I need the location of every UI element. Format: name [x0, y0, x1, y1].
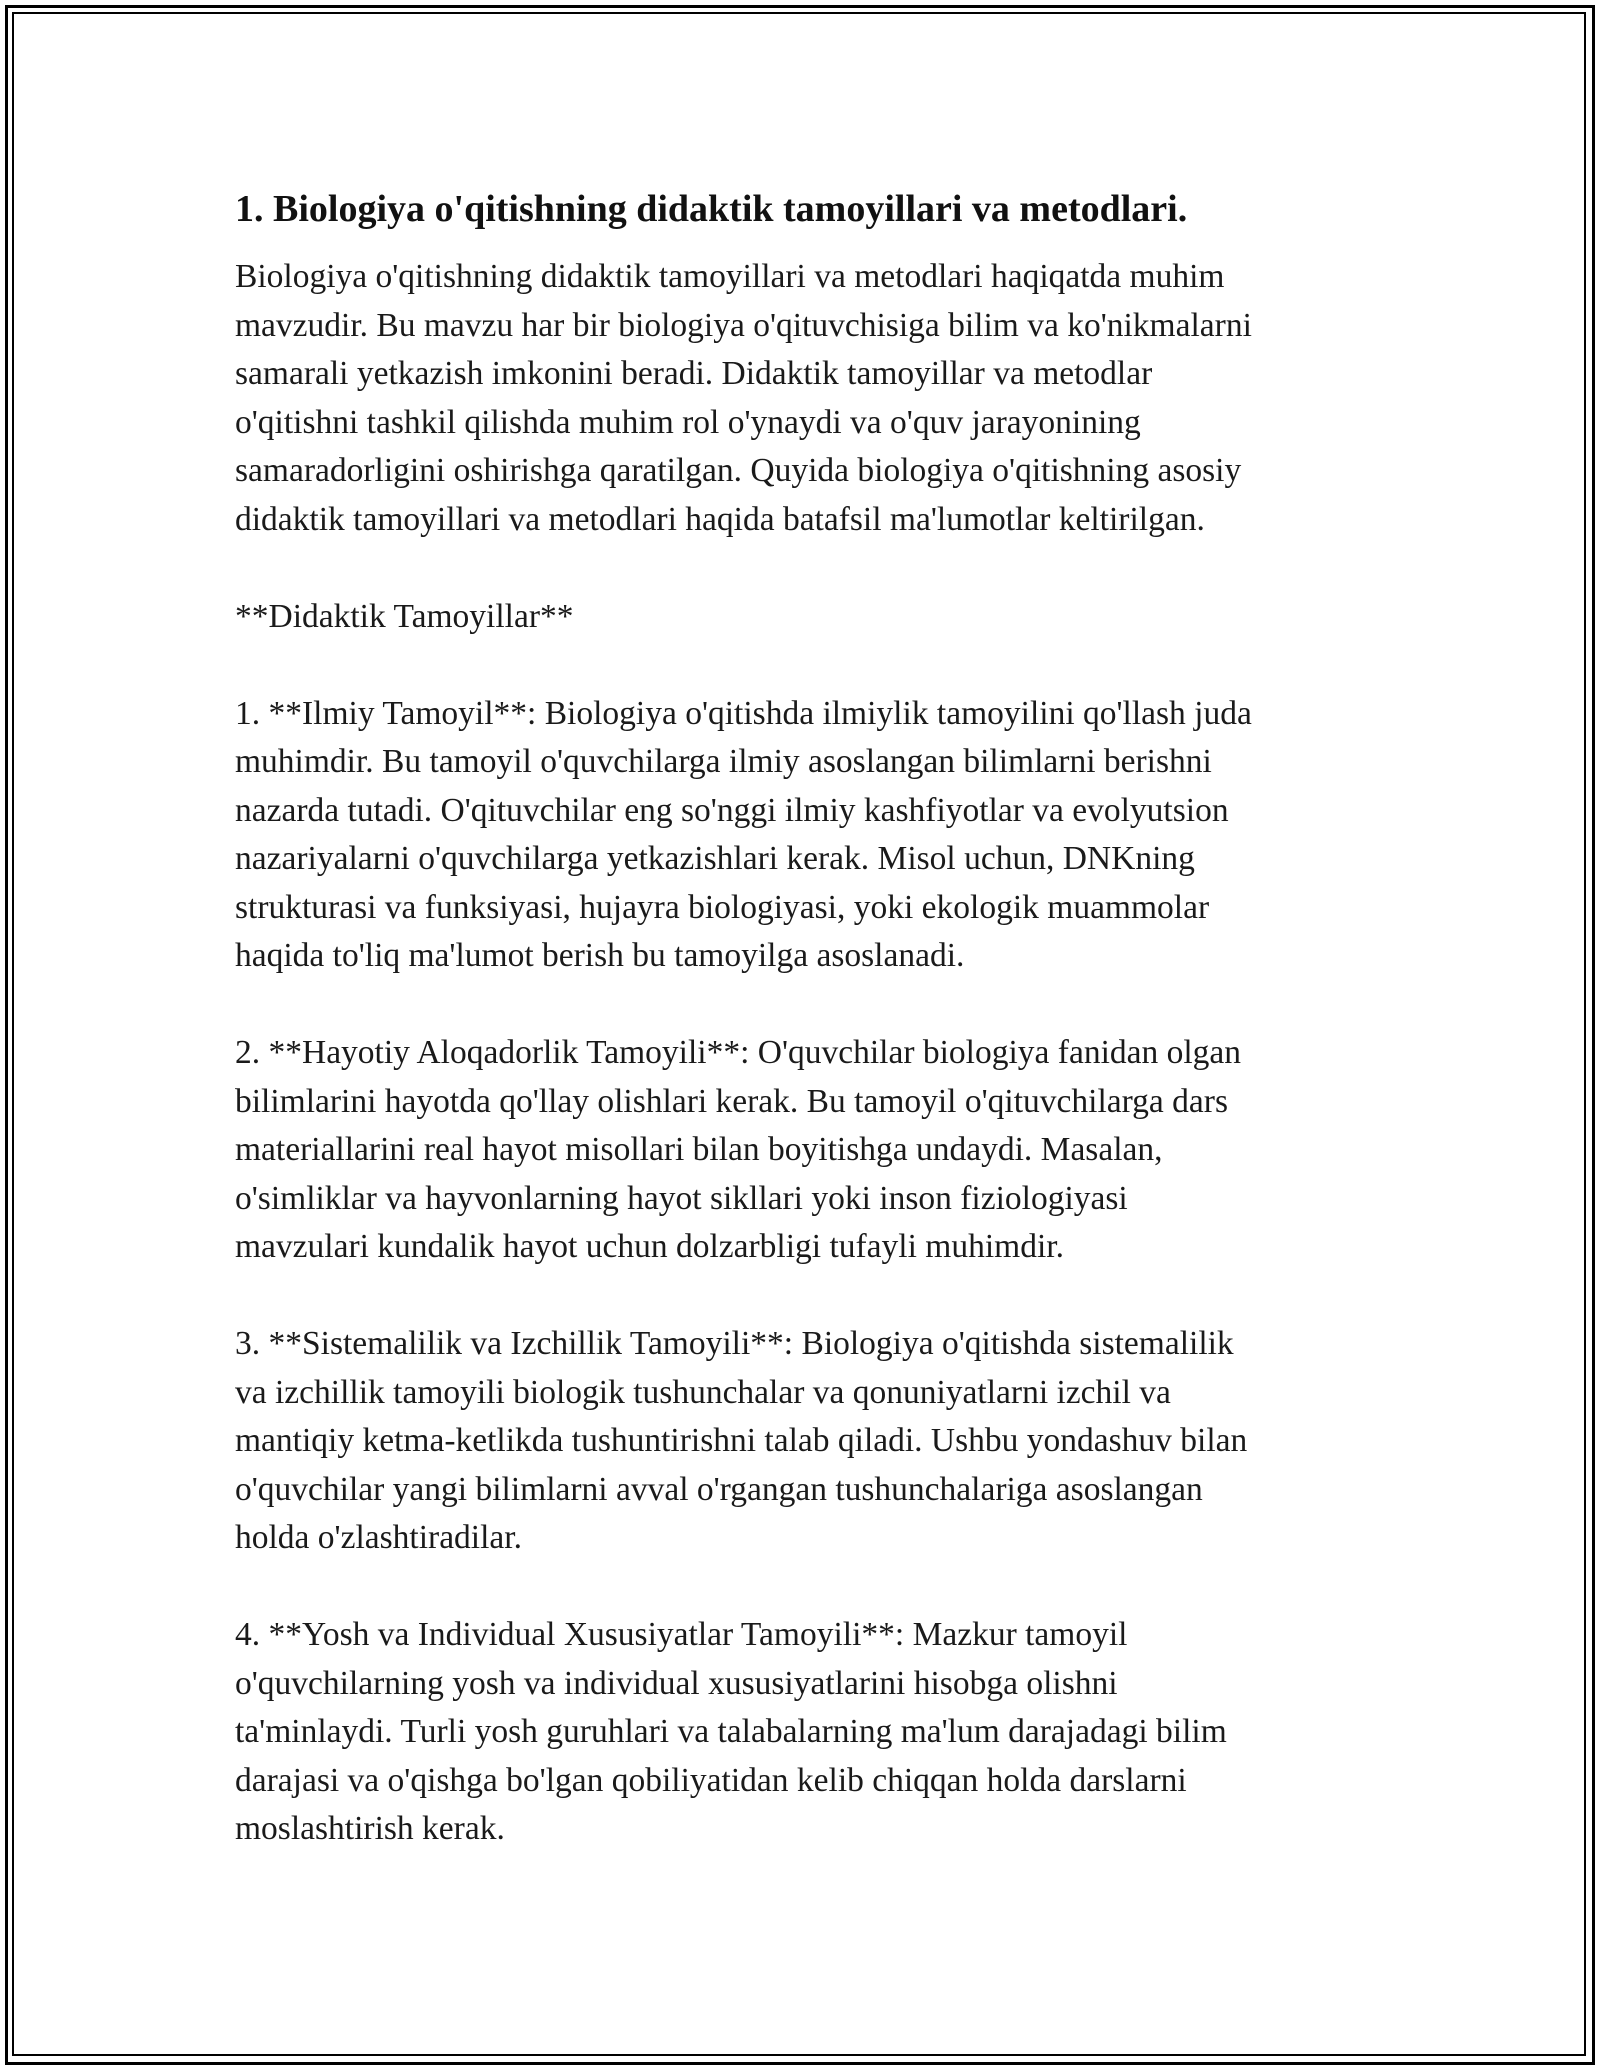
principle-line: mantiqiy ketma-ketlikda tushuntirishni talab qiladi. Ushbu yondashuv bilan: [235, 1422, 1248, 1459]
principle-line: o'quvchilar yangi bilimlarni avval o'rgangan tushunchalariga asoslangan: [235, 1470, 1203, 1508]
principle-line: 1. **Ilmiy Tamoyil**: Biologiya o'qitishda ilmiylik tamoyilini qo'llash juda: [235, 694, 1252, 732]
principle-line: muhimdir. Bu tamoyil o'quvchilarga ilmiy asoslangan bilimlarni berishni: [235, 743, 1212, 780]
principle-line: 3. **Sistemalilik va Izchillik Tamoyili**: Biologiya o'qitishda sistemalilik: [235, 1325, 1234, 1362]
principle-line: haqida to'liq ma'lumot berish bu tamoyilga asoslanadi.: [235, 937, 965, 974]
principle-line: darajasi va o'qishga bo'lgan qobiliyatidan kelib chiqqan holda darslarni: [235, 1761, 1187, 1799]
principle-item-1: [235, 690, 1365, 981]
principle-line: holda o'zlashtiradilar.: [235, 1519, 522, 1556]
principle-line: bilimlarini hayotda qo'llay olishlari kerak. Bu tamoyil o'qituvchilarga dars: [235, 1082, 1228, 1120]
principle-line: ta'minlaydi. Turli yosh guruhlari va talabalarning ma'lum darajadagi bilim: [235, 1713, 1227, 1750]
intro-line: samaradorligini oshirishga qaratilgan. Quyida biologiya o'qitishning asosiy: [235, 452, 1242, 489]
intro-line: mavzudir. Bu mavzu har bir biologiya o'qituvchisiga bilim va ko'nikmalarni: [235, 306, 1252, 344]
section-heading: **Didaktik Tamoyillar**: [235, 597, 574, 635]
principle-line: va izchillik tamoyili biologik tushunchalar va qonuniyatlarni izchil va: [235, 1373, 1171, 1411]
principle-line: nazariyalarni o'quvchilarga yetkazishlari kerak. Misol uchun, DNKning: [235, 840, 1195, 877]
intro-paragraph: [235, 253, 1365, 544]
intro-line: Biologiya o'qitishning didaktik tamoyillari va metodlari haqiqatda muhim: [235, 258, 1225, 295]
intro-line: didaktik tamoyillari va metodlari haqida batafsil ma'lumotlar keltirilgan.: [235, 500, 1205, 538]
document-title: 1. Biologiya o'qitishning didaktik tamoyillari va metodlari.: [235, 188, 1188, 230]
intro-line: o'qitishni tashkil qilishda muhim rol o'ynaydi va o'quv jarayonining: [235, 403, 1141, 441]
principle-line: moslashtirish kerak.: [235, 1810, 505, 1847]
principle-item-4: [235, 1611, 1365, 1854]
principle-line: o'simliklar va hayvonlarning hayot sikllari yoki inson fiziologiyasi: [235, 1179, 1128, 1217]
principle-line: mavzulari kundalik hayot uchun dolzarbligi tufayli muhimdir.: [235, 1228, 1064, 1265]
principle-line: o'quvchilarning yosh va individual xususiyatlarini hisobga olishni: [235, 1664, 1118, 1702]
principle-line: materiallarini real hayot misollari bilan boyitishga undaydi. Masalan,: [235, 1131, 1163, 1168]
principle-line: strukturasi va funksiyasi, hujayra biologiyasi, yoki ekologik muammolar: [235, 888, 1210, 926]
principle-item-2: [235, 1029, 1365, 1272]
principle-line: 4. **Yosh va Individual Xususiyatlar Tamoyili**: Mazkur tamoyil: [235, 1616, 1128, 1653]
principle-line: 2. **Hayotiy Aloqadorlik Tamoyili**: O'quvchilar biologiya fanidan olgan: [235, 1034, 1242, 1071]
intro-line: samarali yetkazish imkonini beradi. Didaktik tamoyillar va metodlar: [235, 355, 1153, 392]
principle-line: nazarda tutadi. O'qituvchilar eng so'nggi ilmiy kashfiyotlar va evolyutsion: [235, 791, 1229, 829]
document-body: [235, 185, 1365, 1854]
principle-item-3: [235, 1320, 1365, 1563]
